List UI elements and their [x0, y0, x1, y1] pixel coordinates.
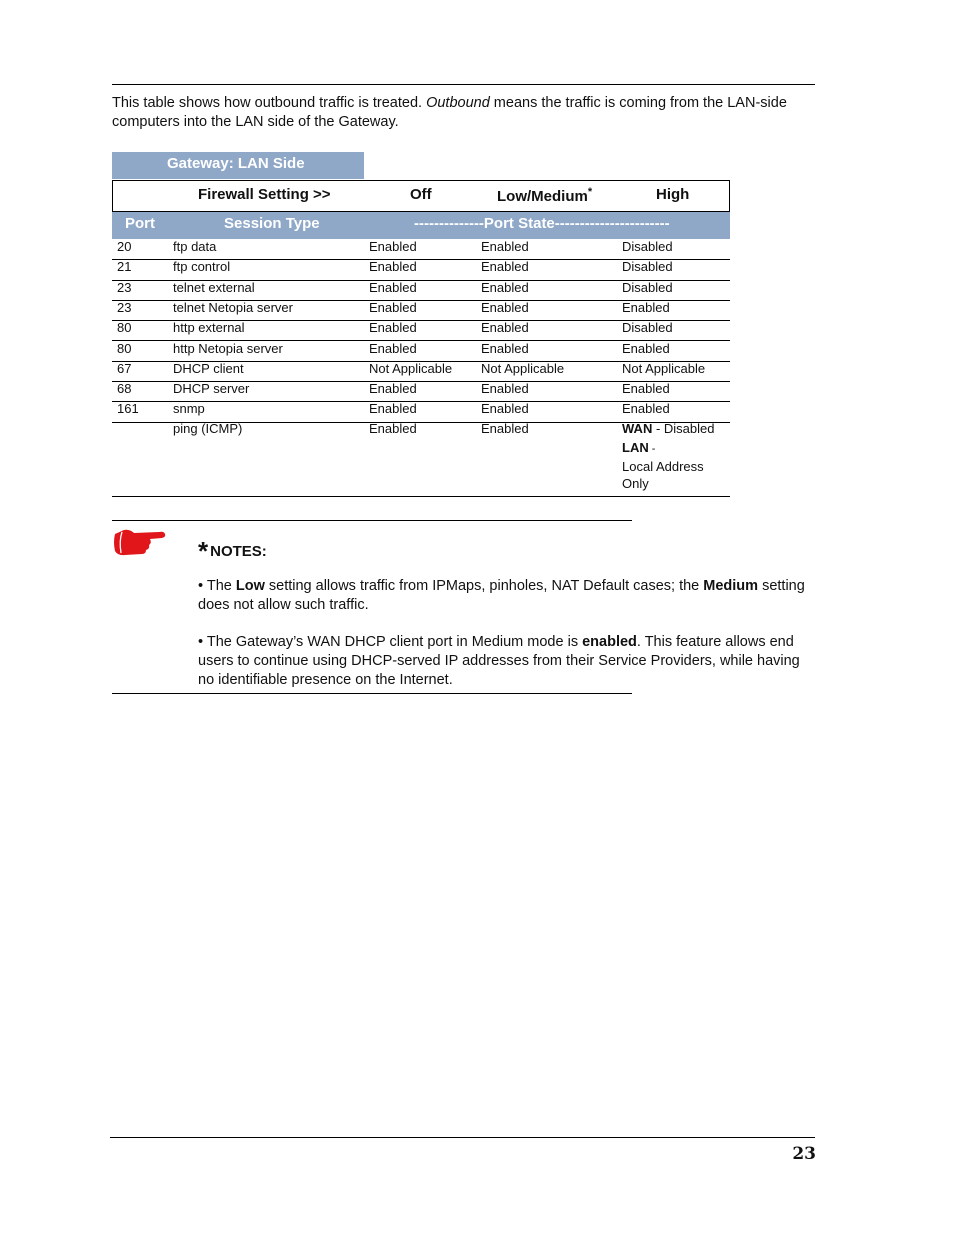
cell-high: Enabled [622, 381, 670, 397]
cell-off: Not Applicable [369, 360, 453, 376]
column-header-row [112, 212, 730, 239]
cell-port: 23 [117, 299, 132, 315]
cell-low-medium: Enabled [481, 401, 529, 417]
note2-bold-enabled: enabled [582, 634, 637, 650]
cell-high: Disabled [622, 320, 673, 336]
note1-bold-low: Low [235, 578, 265, 594]
notes-top-rule [112, 520, 632, 521]
cell-port: 80 [117, 320, 132, 336]
note2-text-1: • The Gateway’s WAN DHCP client port in Medium mode is [198, 634, 583, 650]
table-row [112, 281, 730, 301]
cell-off: Enabled [369, 239, 417, 254]
level-low-medium-text: Low/Medium [497, 188, 588, 205]
cell-off: Enabled [369, 340, 417, 356]
table-row [112, 260, 730, 280]
level-high: High [656, 186, 690, 203]
table-row [112, 382, 730, 402]
cell-session: DHCP client [173, 360, 244, 376]
cell-low-medium: Enabled [481, 421, 529, 436]
cell-low-medium: Not Applicable [481, 360, 565, 376]
notes-star: * [198, 536, 209, 566]
note1-text-1: • The [198, 578, 236, 594]
cell-high: Disabled [622, 239, 673, 254]
cell-low-medium: Enabled [481, 259, 529, 275]
cell-session: ftp data [173, 239, 217, 254]
cell-low-medium: Enabled [481, 279, 529, 295]
cell-off: Enabled [369, 259, 417, 275]
lan-value: - [648, 443, 656, 455]
cell-high [622, 420, 714, 492]
cell-session: http Netopia server [173, 340, 283, 356]
firewall-setting-label: Firewall Setting >> [198, 186, 331, 203]
table-row [112, 301, 730, 321]
cell-session: DHCP server [173, 381, 250, 397]
cell-port: 23 [117, 279, 132, 295]
cell-session: ftp control [173, 259, 231, 275]
notes-title-text: NOTES: [210, 543, 267, 560]
cell-high-wan-line [622, 420, 714, 437]
table-row [112, 342, 730, 362]
cell-high: Disabled [622, 259, 673, 275]
table-row-ping [112, 422, 730, 497]
note1-bold-medium: Medium [703, 578, 759, 594]
column-port: Port [125, 215, 155, 232]
cell-high-lan-line2: Local Address [622, 459, 704, 474]
column-port-state: --------------Port State----------------------- [414, 215, 670, 232]
cell-off: Enabled [369, 320, 417, 336]
notes-bottom-rule [112, 693, 632, 694]
note1-text-3: setting does not allow such traffic. [198, 578, 805, 613]
low-medium-footnote-mark: * [587, 186, 593, 198]
note1-text-2: setting allows traffic from IPMaps, pinholes, NAT Default cases; the [264, 578, 704, 594]
cell-off: Enabled [369, 299, 417, 315]
cell-off: Enabled [369, 381, 417, 397]
cell-session: telnet Netopia server [173, 299, 293, 315]
cell-off: Enabled [369, 279, 417, 295]
cell-low-medium: Enabled [481, 381, 529, 397]
cell-high: Not Applicable [622, 360, 706, 376]
cell-off: Enabled [369, 421, 417, 436]
cell-high: Enabled [622, 401, 670, 417]
wan-label: WAN [622, 421, 653, 436]
cell-session: ping (ICMP) [173, 421, 243, 436]
cell-port: 21 [117, 259, 132, 275]
cell-low-medium: Enabled [481, 320, 529, 336]
gateway-lan-side-header: Gateway: LAN Side [112, 152, 364, 179]
cell-port: 80 [117, 340, 132, 356]
table-row [112, 240, 730, 260]
lan-label: LAN [622, 440, 649, 455]
cell-high: Enabled [622, 340, 670, 356]
level-low-medium [497, 186, 592, 205]
notes-title [198, 536, 267, 567]
cell-session: http external [173, 320, 245, 336]
intro-emphasis: Outbound [426, 95, 490, 111]
column-session-type: Session Type [224, 215, 320, 232]
top-rule [112, 84, 815, 85]
wan-value: - Disabled [652, 421, 715, 436]
cell-low-medium: Enabled [481, 299, 529, 315]
cell-port: 20 [117, 239, 132, 254]
note2-text-2: . This feature allows end users to continue using DHCP-served IP addresses from their Service Providers, while having no identifiable presence on the Internet. [198, 634, 800, 688]
cell-low-medium: Enabled [481, 340, 529, 356]
cell-high: Disabled [622, 279, 673, 295]
intro-paragraph [112, 94, 812, 132]
cell-low-medium: Enabled [481, 239, 529, 254]
level-off: Off [410, 186, 432, 203]
cell-high-lan-line3: Only [622, 476, 649, 491]
cell-session: snmp [173, 401, 205, 417]
table-row [112, 321, 730, 341]
table-row [112, 362, 730, 382]
cell-high-lan-line [622, 439, 714, 458]
intro-text-2: means the traffic is coming from the LAN-side computers into the LAN side of the Gateway. [112, 95, 787, 130]
page-number: 23 [792, 1144, 816, 1164]
intro-text-1: This table shows how outbound traffic is treated. [112, 95, 427, 111]
cell-off: Enabled [369, 401, 417, 417]
footer-rule [110, 1137, 815, 1138]
cell-port: 161 [117, 401, 139, 417]
firewall-setting-row [112, 180, 730, 212]
cell-session: telnet external [173, 279, 255, 295]
pointing-hand-icon [112, 526, 166, 558]
cell-port: 68 [117, 381, 132, 397]
cell-high: Enabled [622, 299, 670, 315]
cell-port: 67 [117, 360, 132, 376]
note-low-medium [198, 577, 816, 615]
note-dhcp-client [198, 633, 816, 690]
